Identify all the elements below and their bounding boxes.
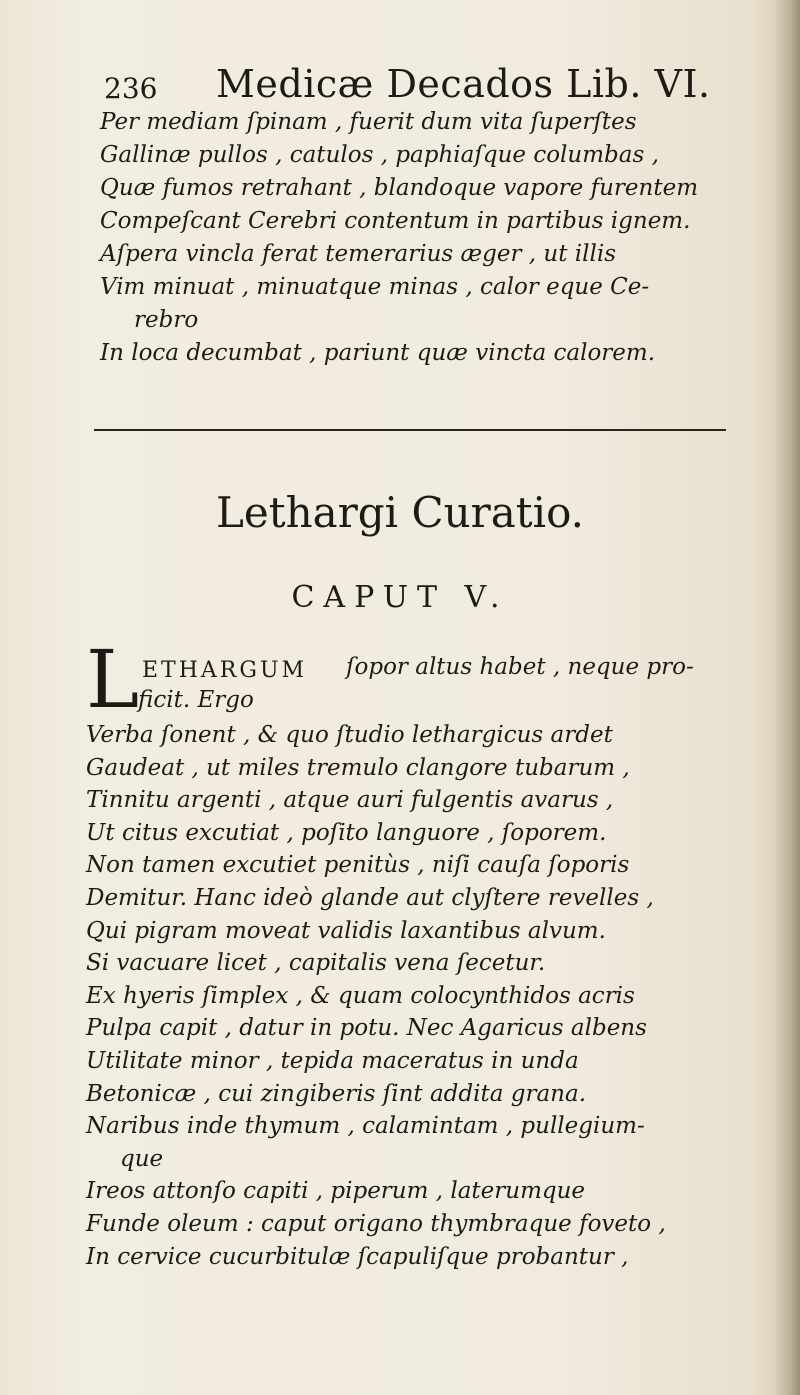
verse-line: Betonicæ , cui zingiberis ſint addita grana. xyxy=(86,1080,587,1107)
verse-line: In loca decumbat , pariunt quæ vincta calorem. xyxy=(100,340,656,366)
top-verse-block xyxy=(100,106,750,370)
verse-line: Quæ fumos retrahant , blandoque vapore furentem xyxy=(100,175,698,201)
verse-line: Verba ſonent , & quo ſtudio lethargicus ardet xyxy=(86,722,613,748)
verse-line: Qui pigram moveat validis laxantibus alvum. xyxy=(86,917,606,944)
verse-line: Vim minuat , minuatque minas , calor eque Ce- xyxy=(100,274,650,300)
verse-line: Non tamen excutiet penitùs , niſi cauſa ſoporis xyxy=(86,852,630,879)
verse-line: Gaudeat , ut miles tremulo clangore tubarum , xyxy=(86,754,630,781)
verse-line: Naribus inde thymum , calamintam , pullegium- xyxy=(86,1113,645,1140)
section-title: Lethargi Curatio. xyxy=(216,488,584,537)
body-verse-block xyxy=(86,719,766,1273)
running-title: Medicæ Decados Lib. VI. xyxy=(216,62,711,106)
section-divider xyxy=(94,429,726,431)
verse-line: Demitur. Hanc ideò glande aut clyſtere revelles , xyxy=(86,884,654,911)
verse-line: Ut citus excutiat , poſito languore , ſoporem. xyxy=(86,819,607,846)
verse-line: Tinnitu argenti , atque auri fulgentis avarus , xyxy=(86,787,614,814)
verse-line: Ex hyeris ſimplex , & quam colocynthidos acris xyxy=(86,982,635,1009)
verse-line: Ireos attonſo capiti , piperum , laterumque xyxy=(86,1178,586,1205)
verse-line: Aſpera vincla ferat temerarius æger , ut illis xyxy=(100,241,617,267)
chapter-label: CAPUT V. xyxy=(291,580,509,615)
verse-line: Pulpa capit , datur in potu. Nec Agaricus albens xyxy=(86,1015,647,1042)
running-header xyxy=(104,62,724,108)
drop-cap: L xyxy=(86,633,140,726)
verse-line: In cervice cucurbitulæ ſcapuliſque probantur , xyxy=(86,1243,629,1270)
verse-line: ſopor altus habet , neque pro- xyxy=(346,654,694,680)
verse-line-continuation: rebro xyxy=(134,307,199,333)
verse-line: ficit. Ergo xyxy=(138,687,254,713)
page-gutter-shadow xyxy=(774,0,800,1395)
verse-line: Funde oleum : caput origano thymbraque foveto , xyxy=(86,1210,666,1237)
page-number: 236 xyxy=(104,72,158,105)
opening-small-caps: ETHARGUM xyxy=(142,658,308,683)
verse-line-continuation: que xyxy=(120,1145,164,1172)
verse-line: Utilitate minor , tepida maceratus in unda xyxy=(86,1047,579,1074)
verse-line: Per mediam ſpinam , fuerit dum vita ſuperſtes xyxy=(100,109,637,135)
verse-line: Si vacuare licet , capitalis vena ſecetur. xyxy=(86,950,546,977)
verse-line: Compeſcant Cerebri contentum in partibus ignem. xyxy=(100,208,691,234)
verse-line: Gallinæ pullos , catulos , paphiaſque columbas , xyxy=(100,142,659,168)
